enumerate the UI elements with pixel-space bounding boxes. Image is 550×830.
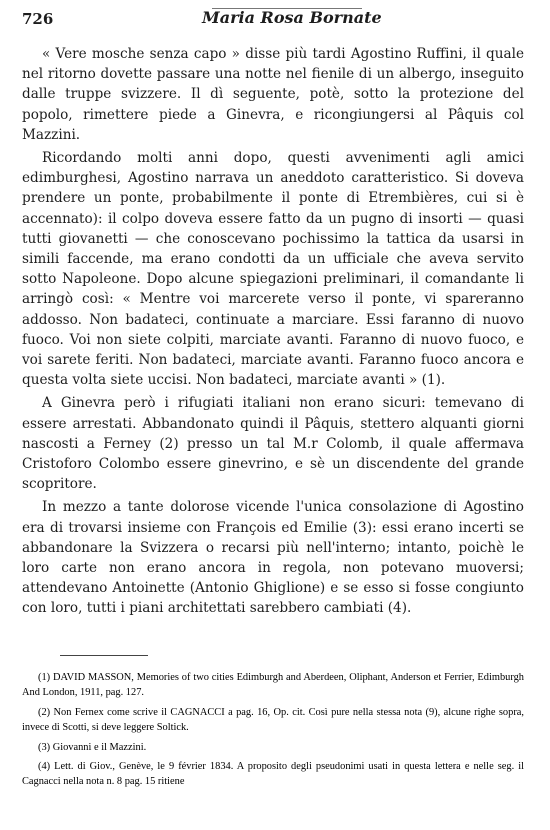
footnote-4: (4) Lett. di Giov., Genève, le 9 février 1834. A proposito degli pseudonimi usati in questa lettera e nelle seg. il Cagnacci nella nota n. 8 pag. 15 ritiene [22, 761, 524, 788]
footnote-3: (3) Giovanni e il Mazzini. [38, 741, 147, 753]
paragraph-4: In mezzo a tante dolorose vicende l'unica consolazione di Agostino era di trovarsi insieme con François ed Emilie (3): essi erano incerti se abbandonare la Svizzera o recarsi più nell'interno; intanto, poichè le loro carte non erano ancora in regola, non potevano muoversi; attendevano Antoinette (Antonio Ghiglione) e se esso si fosse congiunto con loro, tutti i piani architettati sarebbero cambiati (4). [22, 499, 524, 617]
paragraph-1: « Vere mosche senza capo » disse più tardi Agostino Ruffini, il quale nel ritorno dovette passare una notte nel fienile di un albergo, inseguito dalle truppe svizzere. Il dì seguente, potè, sotto la protezione del popolo, rimettere piede a Ginevra, e ricongiungersi al Pâquis col Mazzini. [22, 46, 524, 143]
page-number: 726 [22, 10, 54, 28]
footnote-2: (2) Non Fernex come scrive il CAGNACCI a pag. 16, Op. cit. Così pure nella stessa nota (9), alcune righe sopra, invece di Scotti, si deve leggere Soltick. [22, 706, 524, 734]
paragraph-2: Ricordando molti anni dopo, questi avvenimenti agli amici edimburghesi, Agostino narrava un aneddoto caratteristico. Si doveva prendere un ponte, probabilmente il ponte di Etrembières, cui si è accennato): il colpo doveva essere fatto da un pugno di insorti — quasi tutti giovanetti — che conoscevano pochissimo la tattica da usarsi in simili faccende, ma erano condotti da un ufficiale che aveva servito sotto Napoleone. Dopo alcune spiegazioni preliminari, il comandante li arringò così: « Mentre voi marcerete verso il ponte, vi spareranno addosso. Non badateci, continuate a marciare. Essi faranno di nuovo fuoco. Voi non siete colpiti, marciate avanti. Faranno di nuovo fuoco, e voi sarete feriti. Non badateci, marciate avanti. Faranno fuoco ancora e questa volta siete uccisi. Non badateci, marciate avanti » (1). [22, 150, 524, 389]
footnotes [22, 670, 524, 794]
footnote-1: (1) DAVID MASSON, Memories of two cities Edimburgh and Aberdeen, Oliphant, Anderson et Ferrier, Edimburgh And London, 1911, pag. 127. [22, 672, 524, 699]
footnote-separator [60, 655, 148, 656]
page-header [22, 8, 524, 32]
body-text [22, 44, 524, 619]
paragraph-3: A Ginevra però i rifugiati italiani non erano sicuri: temevano di essere arrestati. Abbandonato quindi il Pâquis, stettero alquanti giorni nascosti a Ferney (2) presso un tal M.r Colomb, il quale affermava Cristoforo Colombo essere ginevrino, e sè un discendente del grande scopritore. [22, 395, 524, 493]
running-title: Maria Rosa Bornate [202, 8, 382, 27]
